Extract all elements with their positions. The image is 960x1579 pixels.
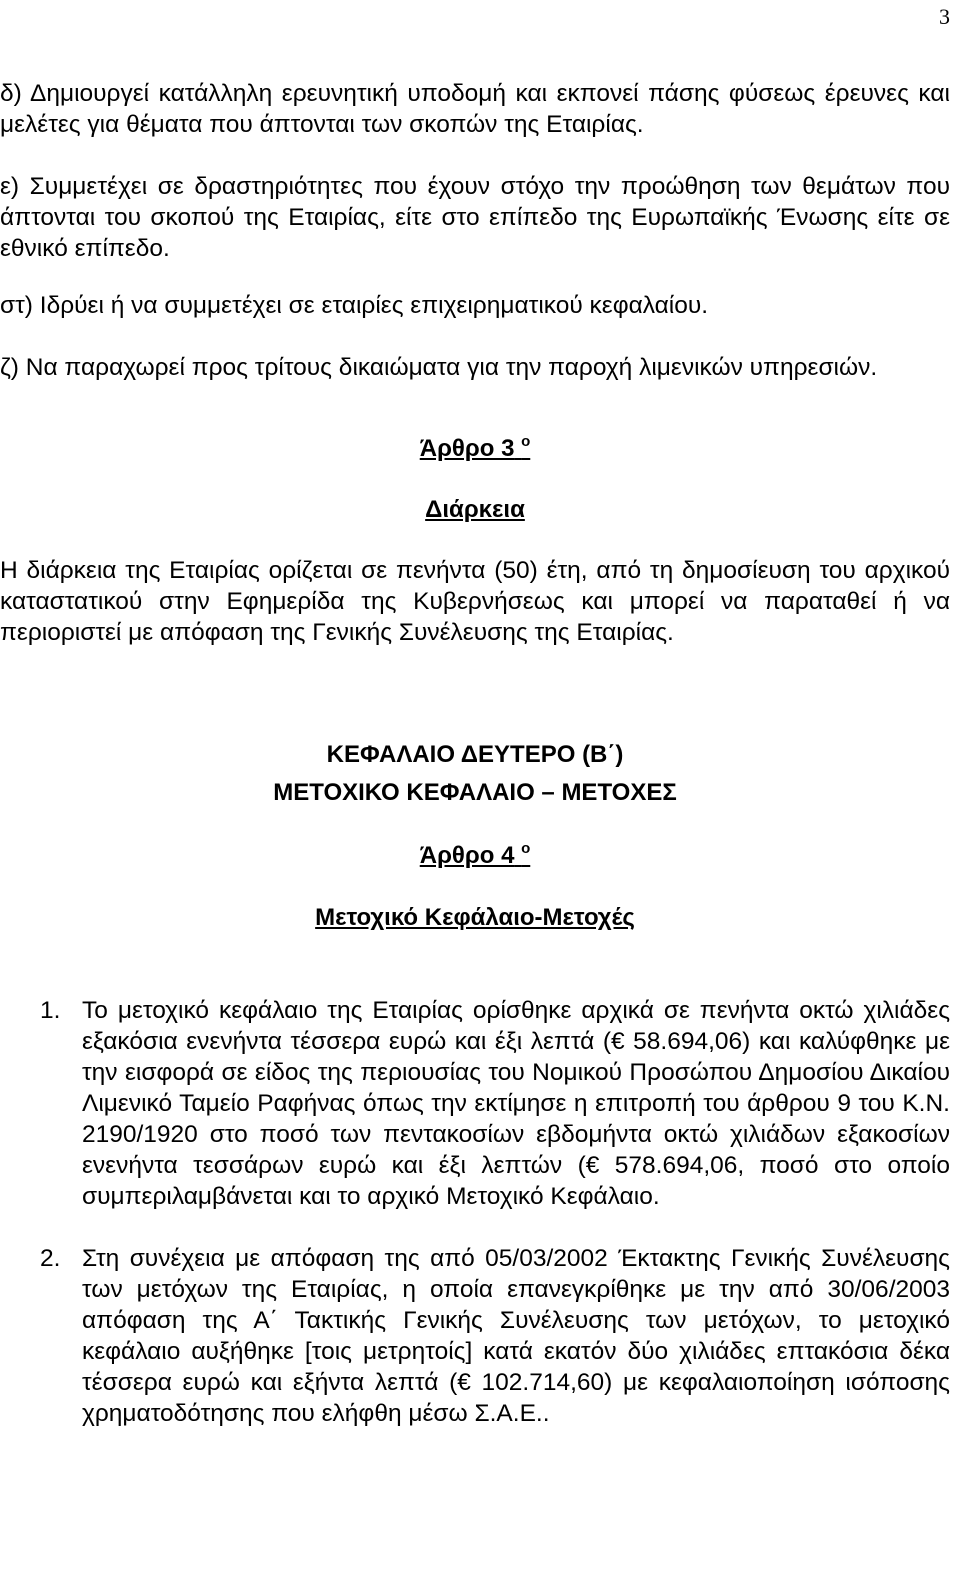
page-number: 3 bbox=[939, 4, 950, 29]
document-body bbox=[0, 78, 950, 1429]
paragraph-z: ζ) Να παραχωρεί προς τρίτους δικαιώματα για την παροχή λιμενικών υπηρεσιών. bbox=[0, 354, 878, 381]
list-item bbox=[0, 1243, 950, 1429]
list-text: Στη συνέχεια με απόφαση της από 05/03/2002 Έκτακτης Γενικής Συνέλευσης των μετόχων της Εταιρίας, η οποία επανεγκρίθηκε με την από 30/06/2003 απόφαση της Α΄ Τακτικής Γενικής Συνέλευσης των μετόχων, το μετοχικό κεφάλαιο αυξήθηκε [τοις μετρητοίς] κατά εκατόν δύο χιλιάδες επτακόσια δέκα τέσσερα ευρώ και εξήντα λεπτά (€ 102.714,60) με κεφαλαιοποίηση ισόποσης χρηματοδότησης που ελήφθη μέσω Σ.Α.Ε.. bbox=[82, 1245, 950, 1427]
list-item bbox=[0, 995, 950, 1212]
paragraph-st: στ) Ιδρύει ή να συμμετέχει σε εταιρίες επιχειρηματικού κεφαλαίου. bbox=[0, 292, 709, 319]
list-number: 2. bbox=[40, 1245, 61, 1272]
chapter-title: ΚΕΦΑΛΑΙΟ ΔΕΥΤΕΡΟ (Β΄) bbox=[326, 741, 624, 768]
article-4-heading: Άρθρο 4 $^o$ bbox=[419, 840, 531, 869]
paragraph-d: δ) Δημιουργεί κατάλληλη ερευνητική υποδομή και εκπονεί πάσης φύσεως έρευνες και μελέτες για θέματα που άπτονται των σκοπών της Εταιρίας. bbox=[0, 80, 950, 138]
list-number: 1. bbox=[40, 997, 61, 1024]
list-text: Το μετοχικό κεφάλαιο της Εταιρίας ορίσθηκε αρχικά σε πενήντα οκτώ χιλιάδες εξακόσια ενενήντα τέσσερα ευρώ και έξι λεπτά (€ 58.694,06) και καλύφθηκε με την εισφορά σε είδος της περιουσίας του Νομικού Προσώπου Δημοσίου Δικαίου Λιμενικό Ταμείο Ραφήνας όπως την εκτίμησε η επιτροπή του άρθρου 9 του Κ.Ν. 2190/1920 στο ποσό των πεντακοσίων εβδομήντα οκτώ χιλιάδων εξακοσίων ενενήντα τεσσάρων ευρώ και έξι λεπτών (€ 578.694,06, ποσό στο οποίο συμπεριλαμβάνεται και το αρχικό Μετοχικό Κεφάλαιο. bbox=[82, 997, 950, 1210]
chapter-subtitle: ΜΕΤΟΧΙΚΟ ΚΕΦΑΛΑΙΟ – ΜΕΤΟΧΕΣ bbox=[273, 779, 677, 806]
article-3-heading: Άρθρο 3 $^o$ bbox=[419, 433, 531, 462]
paragraph-e: ε) Συμμετέχει σε δραστηριότητες που έχουν στόχο την προώθηση των θεμάτων που άπτονται του σκοπού της Εταιρίας, είτε στο επίπεδο της Ευρωπαϊκής Ένωσης είτε σε εθνικό επίπεδο. bbox=[0, 173, 950, 262]
article-3-body: Η διάρκεια της Εταιρίας ορίζεται σε πενήντα (50) έτη, από τη δημοσίευση του αρχικού καταστατικού στην Εφημερίδα της Κυβερνήσεως και μπορεί να παραταθεί ή να περιοριστεί με απόφαση της Γενικής Συνέλευσης της Εταιρίας. bbox=[0, 557, 950, 646]
article-4-subtitle: Μετοχικό Κεφάλαιο-Μετοχές bbox=[315, 904, 635, 931]
article-3-subtitle: Διάρκεια bbox=[425, 496, 525, 523]
